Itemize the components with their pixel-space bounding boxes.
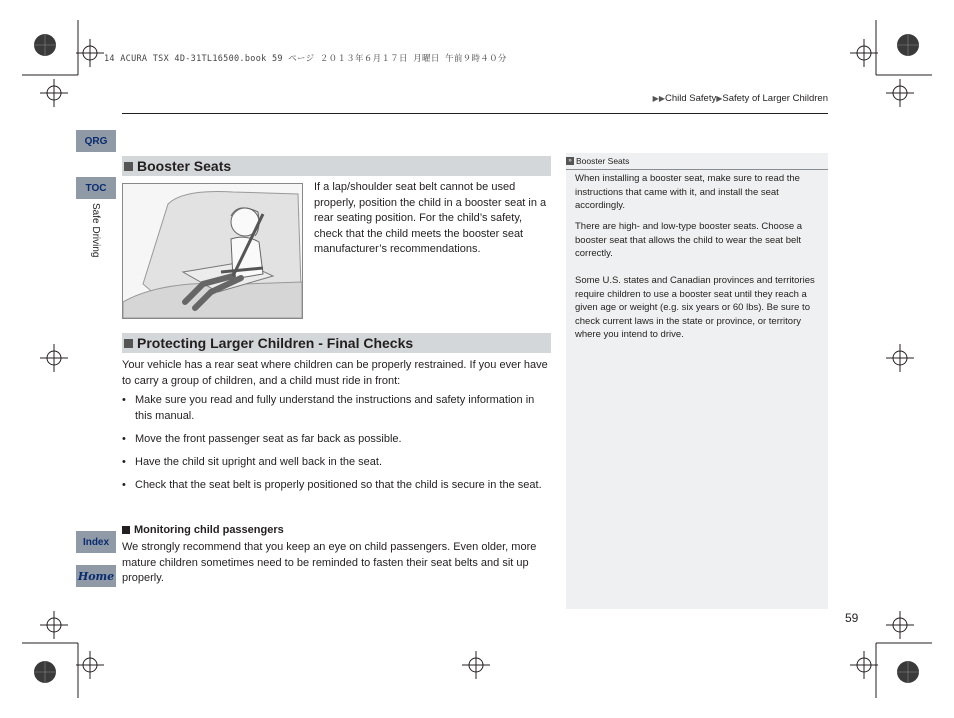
home-button[interactable]: Home bbox=[76, 565, 116, 587]
list-item: • Move the front passenger seat as far back as possible. bbox=[122, 432, 552, 448]
double-arrow-icon: ▶▶ bbox=[652, 94, 665, 103]
monitoring-text: We strongly recommend that you keep an eye on child passengers. Even older, more mature children sometimes need to be reminded to fasten their seat belts and sit up properly. bbox=[122, 541, 537, 584]
list-item: • Make sure you read and fully understand the instructions and safety information in this manual. bbox=[122, 394, 535, 422]
reference-icon: » bbox=[566, 157, 574, 165]
final-checks-intro: Your vehicle has a rear seat where children can be properly restrained. If you ever have to carry a group of children, and a child must ride in front: bbox=[122, 359, 548, 387]
sidebar-para-3: Some U.S. states and Canadian provinces and territories require children to use a booster seat until they reach a given age or weight (e.g. six years or 60 lbs). Be sure to check current laws in the state or province, or territory where you intend to drive. bbox=[575, 275, 815, 340]
sidebar-para-2: There are high- and low-type booster seats. Choose a booster seat that allows the child to wear the seat belt correctly. bbox=[575, 221, 803, 259]
toc-button[interactable]: TOC bbox=[76, 177, 116, 199]
bullet-icon: • bbox=[122, 433, 126, 445]
sidebar-para-1: When installing a booster seat, make sure to read the instructions that came with it, and install the seat accordingly. bbox=[575, 173, 800, 211]
breadcrumb bbox=[653, 93, 828, 104]
booster-seat-illustration bbox=[122, 183, 303, 319]
print-header: 14 ACURA TSX 4D-31TL16500.book 59 ページ ２０１３年６月１７日 月曜日 午前９時４０分 bbox=[104, 54, 507, 64]
arrow-icon: ▶ bbox=[716, 94, 723, 103]
page-number: 59 bbox=[845, 611, 859, 625]
square-bullet-icon bbox=[124, 162, 133, 171]
header-rule bbox=[122, 113, 828, 114]
index-button[interactable]: Index bbox=[76, 531, 116, 553]
bullet-icon: • bbox=[122, 394, 126, 406]
square-bullet-icon bbox=[124, 339, 133, 348]
qrg-button[interactable]: QRG bbox=[76, 130, 116, 152]
final-checks-heading: Protecting Larger Children - Final Checks bbox=[122, 333, 551, 353]
sidebar-heading: » Booster Seats bbox=[566, 153, 828, 170]
square-bullet-icon bbox=[122, 526, 130, 534]
list-item: • Have the child sit upright and well back in the seat. bbox=[122, 455, 552, 471]
breadcrumb-current[interactable]: Safety of Larger Children bbox=[722, 93, 828, 104]
chapter-label: Safe Driving bbox=[90, 203, 101, 258]
list-item: • Check that the seat belt is properly positioned so that the child is secure in the seat. bbox=[122, 478, 552, 510]
bullet-icon: • bbox=[122, 479, 126, 491]
booster-seats-heading: Booster Seats bbox=[122, 156, 551, 176]
breadcrumb-parent[interactable]: Child Safety bbox=[664, 93, 717, 104]
booster-seats-text: If a lap/shoulder seat belt cannot be used properly, position the child in a booster seat in a rear seating position. For the child’s safety, check that the child meets the booster seat manufacturer’s recommendations. bbox=[314, 181, 547, 255]
monitoring-heading: Monitoring child passengers bbox=[122, 524, 284, 536]
bullet-icon: • bbox=[122, 456, 126, 468]
